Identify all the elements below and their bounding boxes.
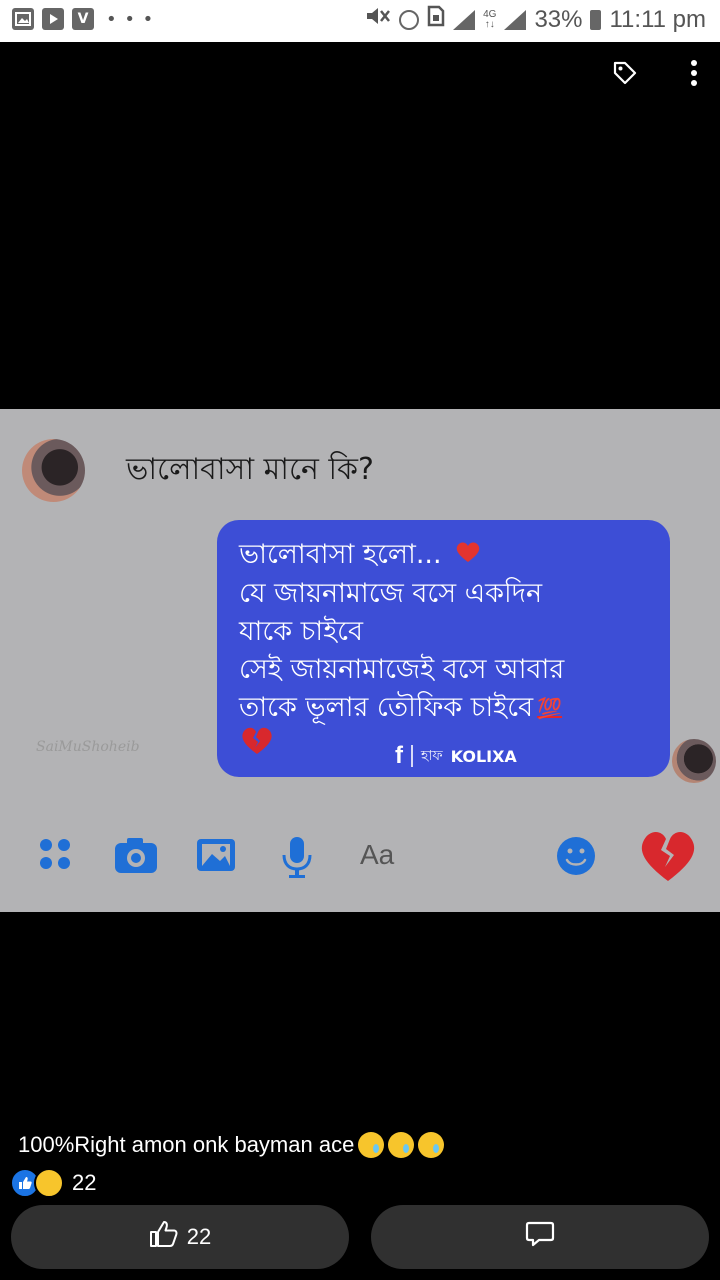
clock: 11:11 pm: [609, 5, 706, 33]
menu-dots-icon: [36, 835, 76, 879]
reply-line-5: তাকে ভূলার তৌফিক চাইবে 💯: [239, 689, 564, 728]
sad-tear-emoji-icon: [418, 1132, 444, 1158]
brand-separator: [411, 745, 413, 767]
messenger-composer: [0, 819, 720, 889]
heart-icon: [454, 537, 482, 575]
reply-line-3: যাকে চাইবে: [239, 615, 364, 647]
post-caption: [18, 1132, 444, 1158]
like-count: 22: [186, 1224, 212, 1249]
sender-avatar: [22, 439, 85, 502]
message-input-placeholder: Aa: [360, 839, 395, 870]
like-button[interactable]: [11, 1205, 349, 1269]
broken-heart-send-icon: [636, 823, 700, 889]
battery-percent: 33%: [534, 5, 583, 33]
brand-watermark: [395, 742, 517, 770]
comment-icon: [525, 1220, 555, 1254]
author-watermark: SaiMuShoheib: [36, 739, 140, 755]
status-bar: [0, 0, 720, 42]
camera-icon: [113, 835, 159, 879]
caption-text: 100%Right amon onk bayman ace: [18, 1132, 355, 1157]
battery-icon: [590, 10, 601, 30]
alarm-icon: [399, 10, 419, 30]
reaction-count: 22: [72, 1170, 97, 1195]
status-right-icons: [365, 5, 706, 34]
signal-icon: [453, 10, 475, 30]
reply-bubble: [217, 520, 670, 777]
receiver-avatar: [672, 739, 716, 783]
reply-text: [239, 536, 564, 727]
tag-icon[interactable]: [612, 60, 638, 86]
comment-button[interactable]: [371, 1205, 709, 1269]
mute-icon: [365, 5, 391, 34]
brand-name: KOLIXA: [450, 746, 517, 766]
microphone-icon: [280, 835, 314, 883]
thumbs-up-icon: [149, 1220, 179, 1254]
status-left-icons: [12, 8, 154, 30]
sad-reaction-icon: [34, 1168, 64, 1198]
sad-tear-emoji-icon: [388, 1132, 414, 1158]
signal-icon-2: [504, 10, 526, 30]
more-notifications-icon: • • •: [106, 8, 155, 30]
reply-line-2: যে জায়নামাজে বসে একদিন: [239, 577, 543, 609]
network-type: 4G ↑↓: [483, 8, 497, 30]
more-options-icon[interactable]: [690, 60, 698, 86]
image-icon: [12, 8, 34, 30]
question-message: ভালোবাসা মানে কি?: [126, 452, 374, 487]
post-photo[interactable]: [0, 409, 720, 912]
sad-tear-emoji-icon: [358, 1132, 384, 1158]
sim-icon: [427, 5, 445, 34]
photo-actions: [612, 60, 698, 86]
video-icon: [42, 8, 64, 30]
hundred-icon: 💯: [537, 696, 563, 720]
reply-line-1: ভালোবাসা হলো...: [239, 536, 564, 575]
reply-line-4: সেই জায়নামাজেই বসে আবার: [239, 653, 565, 685]
broken-heart-icon: [239, 724, 275, 760]
emoji-icon: [555, 835, 597, 881]
reactions-summary[interactable]: [10, 1168, 96, 1198]
brand-sub: হাফ: [421, 748, 443, 764]
facebook-icon: f: [395, 742, 403, 769]
v-app-icon: V: [72, 8, 94, 30]
gallery-icon: [195, 835, 237, 879]
